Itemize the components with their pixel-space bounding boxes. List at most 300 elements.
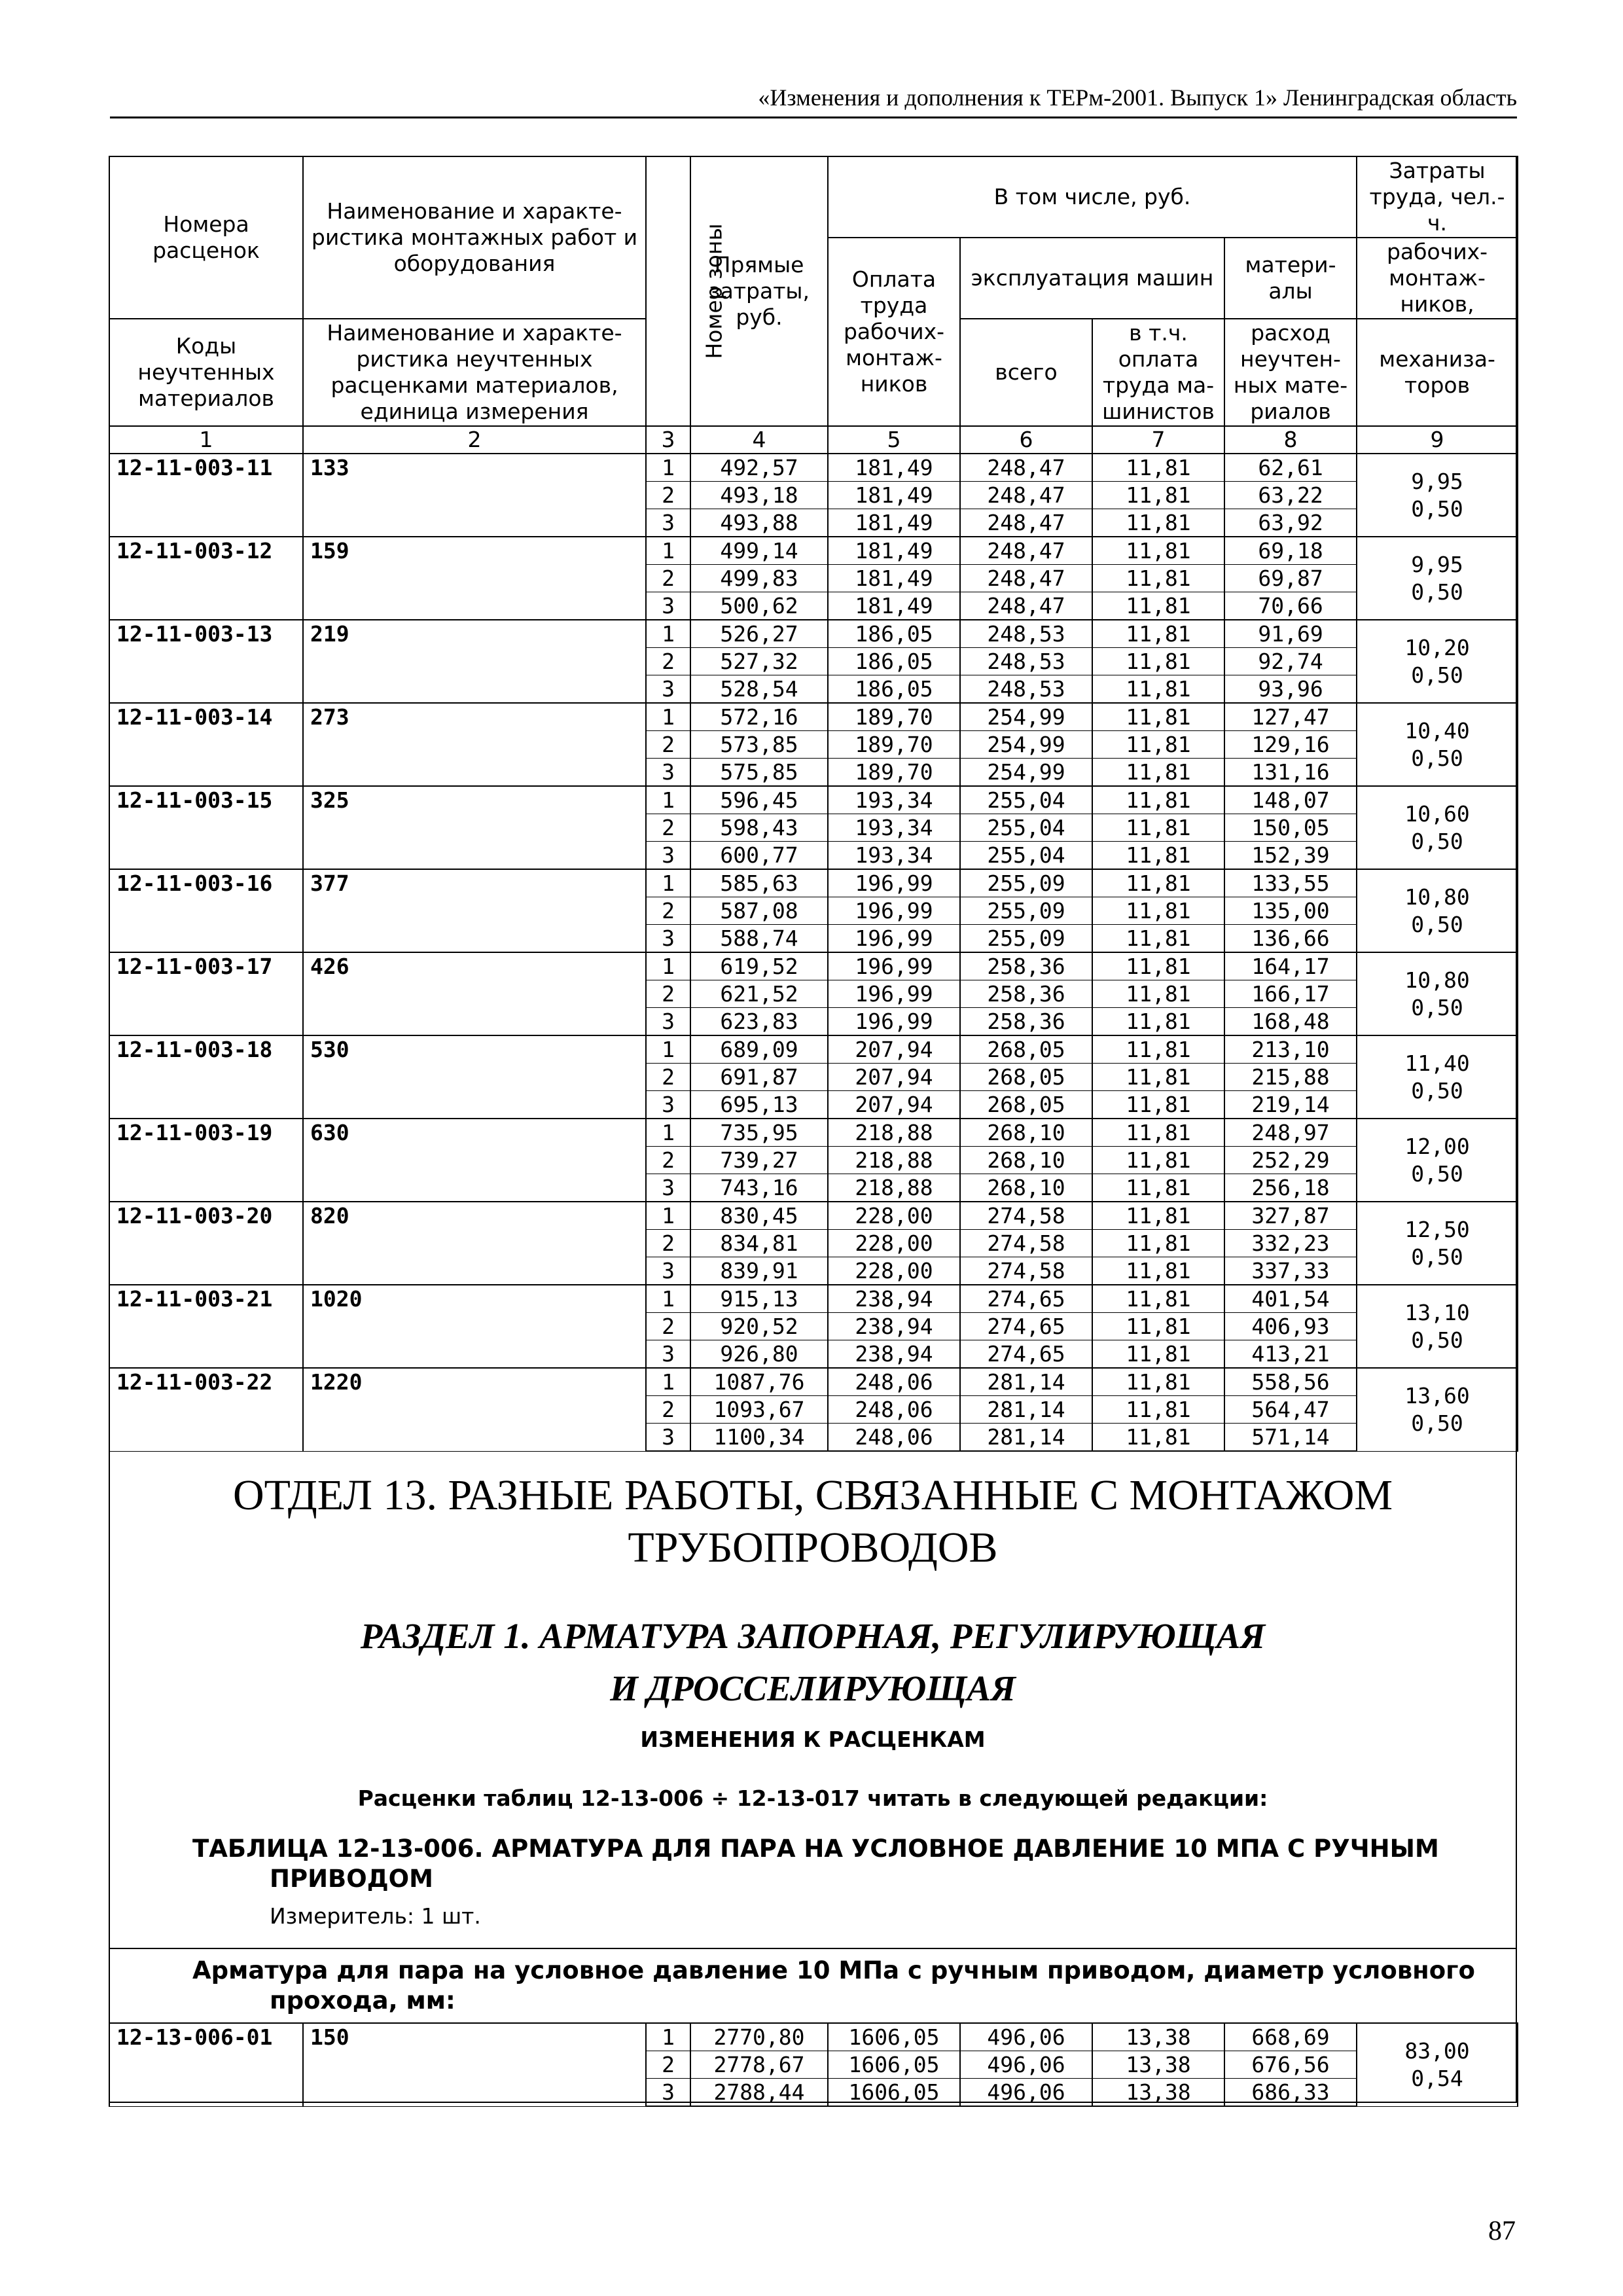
direct-cost-cell: 1100,34: [690, 1424, 828, 1452]
workers-labor: 9,95: [1411, 551, 1463, 577]
machines-cell: 281,14: [960, 1424, 1092, 1452]
column-number: 3: [646, 426, 690, 454]
machines-cell: 248,47: [960, 454, 1092, 482]
table-row: [109, 786, 1518, 814]
direct-cost-cell: 926,80: [690, 1340, 828, 1369]
machinist-wages-cell: 11,81: [1092, 759, 1224, 787]
wages-cell: 1606,05: [828, 2079, 960, 2107]
direct-cost-cell: 621,52: [690, 980, 828, 1008]
rate-code: 12-11-003-14: [109, 703, 303, 786]
rate-code: 12-11-003-12: [109, 537, 303, 620]
labor-cell: [1357, 1368, 1518, 1451]
labor-cell: [1357, 703, 1518, 786]
wages-cell: 218,88: [828, 1174, 960, 1202]
column-number: 4: [690, 426, 828, 454]
rate-code: 12-11-003-19: [109, 1119, 303, 1202]
machines-cell: 258,36: [960, 952, 1092, 980]
machines-cell: 248,47: [960, 565, 1092, 592]
rate-name: 325: [303, 786, 646, 869]
machinist-wages-cell: 11,81: [1092, 1035, 1224, 1064]
mechanics-labor: 0,50: [1411, 495, 1463, 522]
machines-cell: 255,04: [960, 786, 1092, 814]
machines-cell: 255,09: [960, 897, 1092, 925]
zone-cell: 1: [646, 454, 690, 482]
wages-cell: 196,99: [828, 925, 960, 953]
workers-labor: 10,20: [1404, 634, 1470, 660]
machines-cell: 248,47: [960, 592, 1092, 620]
zone-cell: 3: [646, 1091, 690, 1119]
materials-cell: 256,18: [1224, 1174, 1357, 1202]
direct-cost-cell: 527,32: [690, 648, 828, 675]
materials-cell: 168,48: [1224, 1008, 1357, 1036]
table-row: [109, 1368, 1518, 1396]
rate-code: 12-11-003-22: [109, 1368, 303, 1451]
direct-cost-cell: 2770,80: [690, 2023, 828, 2051]
machines-cell: 248,53: [960, 620, 1092, 648]
materials-cell: 92,74: [1224, 648, 1357, 675]
machines-cell: 274,65: [960, 1285, 1092, 1313]
zone-cell: 1: [646, 1035, 690, 1064]
zone-cell: 3: [646, 1174, 690, 1202]
zone-cell: 3: [646, 1257, 690, 1285]
table-row: [109, 703, 1518, 731]
machinist-wages-cell: 11,81: [1092, 1230, 1224, 1257]
materials-cell: 63,92: [1224, 509, 1357, 537]
block-divider: [109, 1948, 1517, 1949]
machinist-wages-cell: 11,81: [1092, 509, 1224, 537]
machinist-wages-cell: 11,81: [1092, 1285, 1224, 1313]
wages-cell: 248,06: [828, 1368, 960, 1396]
zone-cell: 2: [646, 1396, 690, 1424]
wages-cell: 181,49: [828, 454, 960, 482]
rate-name: 150: [303, 2023, 646, 2106]
wages-cell: 193,34: [828, 842, 960, 870]
machinist-wages-cell: 11,81: [1092, 675, 1224, 704]
table-row: [109, 952, 1518, 980]
direct-cost-cell: 585,63: [690, 869, 828, 897]
table-title: ТАБЛИЦА 12-13-006. АРМАТУРА ДЛЯ ПАРА НА УСЛОВНОЕ ДАВЛЕНИЕ 10 МПА С РУЧНЫМ ПРИВОДОМ: [192, 1835, 1439, 1893]
direct-cost-cell: 575,85: [690, 759, 828, 787]
zone-cell: 1: [646, 786, 690, 814]
machines-cell: 268,05: [960, 1091, 1092, 1119]
header-material-name: Наименование и характе-ристика неучтенных расценками материалов, единица измерения: [303, 319, 646, 426]
machinist-wages-cell: 11,81: [1092, 1174, 1224, 1202]
wages-cell: 181,49: [828, 592, 960, 620]
machines-cell: 268,10: [960, 1174, 1092, 1202]
zone-cell: 2: [646, 814, 690, 842]
rates-table-2: [109, 2022, 1518, 2107]
machinist-wages-cell: 11,81: [1092, 1119, 1224, 1147]
subsection-title: [109, 1610, 1517, 1715]
machinist-wages-cell: 11,81: [1092, 620, 1224, 648]
zone-cell: 3: [646, 592, 690, 620]
rate-code: 12-11-003-11: [109, 454, 303, 537]
direct-cost-cell: 1093,67: [690, 1396, 828, 1424]
rate-code: 12-11-003-16: [109, 869, 303, 952]
machines-cell: 281,14: [960, 1396, 1092, 1424]
labor-cell: [1357, 1285, 1518, 1368]
labor-cell: [1357, 869, 1518, 952]
wages-cell: 196,99: [828, 897, 960, 925]
mechanics-labor: 0,50: [1411, 1160, 1463, 1187]
wages-cell: 189,70: [828, 703, 960, 731]
zone-cell: 3: [646, 759, 690, 787]
materials-cell: 148,07: [1224, 786, 1357, 814]
mechanics-labor: 0,50: [1411, 828, 1463, 854]
zone-cell: 3: [646, 1008, 690, 1036]
zone-cell: 2: [646, 1313, 690, 1340]
wages-cell: 248,06: [828, 1424, 960, 1452]
machinist-wages-cell: 11,81: [1092, 1064, 1224, 1091]
machines-cell: 268,05: [960, 1064, 1092, 1091]
machinist-wages-cell: 11,81: [1092, 925, 1224, 953]
machines-cell: 248,47: [960, 537, 1092, 565]
wages-cell: 248,06: [828, 1396, 960, 1424]
unit-of-measure: Измеритель: 1 шт.: [270, 1903, 481, 1929]
rate-name: 426: [303, 952, 646, 1035]
zone-cell: 1: [646, 1119, 690, 1147]
materials-cell: 401,54: [1224, 1285, 1357, 1313]
materials-cell: 62,61: [1224, 454, 1357, 482]
rates-body: [109, 454, 1518, 1451]
materials-cell: 686,33: [1224, 2079, 1357, 2107]
machines-cell: 255,04: [960, 814, 1092, 842]
direct-cost-cell: 623,83: [690, 1008, 828, 1036]
changes-heading: ИЗМЕНЕНИЯ К РАСЦЕНКАМ: [640, 1727, 986, 1752]
rate-name: 1220: [303, 1368, 646, 1451]
direct-cost-cell: 587,08: [690, 897, 828, 925]
materials-cell: 152,39: [1224, 842, 1357, 870]
materials-cell: 248,97: [1224, 1119, 1357, 1147]
division-title-line: ОТДЕЛ 13. РАЗНЫЕ РАБОТЫ, СВЯЗАННЫЕ С МОНТАЖОМ: [232, 1471, 1393, 1519]
zone-cell: 1: [646, 537, 690, 565]
table-row: [109, 1035, 1518, 1064]
materials-cell: 131,16: [1224, 759, 1357, 787]
materials-cell: 127,47: [1224, 703, 1357, 731]
wages-cell: 207,94: [828, 1091, 960, 1119]
direct-cost-cell: 830,45: [690, 1202, 828, 1230]
machinist-wages-cell: 11,81: [1092, 897, 1224, 925]
column-number: 7: [1092, 426, 1224, 454]
rate-code: 12-13-006-01: [109, 2023, 303, 2106]
wages-cell: 228,00: [828, 1202, 960, 1230]
machinist-wages-cell: 11,81: [1092, 980, 1224, 1008]
rate-code: 12-11-003-21: [109, 1285, 303, 1368]
materials-cell: 129,16: [1224, 731, 1357, 759]
rates-body-2: [109, 2023, 1518, 2106]
page-number: 87: [1488, 2216, 1516, 2246]
machinist-wages-cell: 11,81: [1092, 1424, 1224, 1452]
direct-cost-cell: 493,88: [690, 509, 828, 537]
machines-cell: 258,36: [960, 1008, 1092, 1036]
materials-cell: 69,87: [1224, 565, 1357, 592]
materials-cell: 213,10: [1224, 1035, 1357, 1064]
table-row: [109, 537, 1518, 565]
direct-cost-cell: 500,62: [690, 592, 828, 620]
header-rate-numbers: Номера расценок: [109, 156, 303, 319]
machines-cell: 248,47: [960, 509, 1092, 537]
header-mechanics: механиза-торов: [1357, 319, 1518, 426]
workers-labor: 12,00: [1404, 1133, 1470, 1159]
direct-cost-cell: 839,91: [690, 1257, 828, 1285]
machinist-wages-cell: 11,81: [1092, 1313, 1224, 1340]
materials-cell: 406,93: [1224, 1313, 1357, 1340]
workers-labor: 10,80: [1404, 967, 1470, 993]
column-number: 2: [303, 426, 646, 454]
wages-cell: 193,34: [828, 814, 960, 842]
machines-cell: 268,10: [960, 1147, 1092, 1174]
materials-cell: 166,17: [1224, 980, 1357, 1008]
materials-cell: 413,21: [1224, 1340, 1357, 1369]
wages-cell: 228,00: [828, 1257, 960, 1285]
materials-cell: 327,87: [1224, 1202, 1357, 1230]
workers-labor: 10,60: [1404, 800, 1470, 827]
direct-cost-cell: 915,13: [690, 1285, 828, 1313]
zone-cell: 2: [646, 565, 690, 592]
machines-cell: 274,65: [960, 1340, 1092, 1369]
column-number: 6: [960, 426, 1092, 454]
machinist-wages-cell: 11,81: [1092, 1091, 1224, 1119]
zone-cell: 3: [646, 1340, 690, 1369]
materials-cell: 668,69: [1224, 2023, 1357, 2051]
zone-cell: 2: [646, 1064, 690, 1091]
wages-cell: 238,94: [828, 1340, 960, 1369]
materials-cell: 558,56: [1224, 1368, 1357, 1396]
wages-cell: 218,88: [828, 1119, 960, 1147]
machines-cell: 496,06: [960, 2023, 1092, 2051]
machines-cell: 248,47: [960, 482, 1092, 509]
machinist-wages-cell: 11,81: [1092, 814, 1224, 842]
header-material-codes: Коды неучтенных материалов: [109, 319, 303, 426]
wages-cell: 196,99: [828, 1008, 960, 1036]
rate-name: 630: [303, 1119, 646, 1202]
zone-cell: 1: [646, 1285, 690, 1313]
machinist-wages-cell: 11,81: [1092, 648, 1224, 675]
zone-cell: 1: [646, 952, 690, 980]
wages-cell: 196,99: [828, 952, 960, 980]
machinist-wages-cell: 11,81: [1092, 731, 1224, 759]
wages-cell: 207,94: [828, 1064, 960, 1091]
machinist-wages-cell: 11,81: [1092, 786, 1224, 814]
mechanics-labor: 0,50: [1411, 1327, 1463, 1353]
rate-code: 12-11-003-17: [109, 952, 303, 1035]
zone-cell: 2: [646, 482, 690, 509]
running-header: «Изменения и дополнения к ТЕРм-2001. Выпуск 1» Ленинградская область: [758, 84, 1517, 111]
header-labor-costs: Затраты труда, чел.-ч.: [1357, 156, 1518, 238]
zone-cell: 1: [646, 1368, 690, 1396]
materials-cell: 337,33: [1224, 1257, 1357, 1285]
zone-cell: 3: [646, 509, 690, 537]
materials-cell: 252,29: [1224, 1147, 1357, 1174]
direct-cost-cell: 739,27: [690, 1147, 828, 1174]
wages-cell: 228,00: [828, 1230, 960, 1257]
direct-cost-cell: 619,52: [690, 952, 828, 980]
direct-cost-cell: 743,16: [690, 1174, 828, 1202]
zone-cell: 2: [646, 897, 690, 925]
direct-cost-cell: 600,77: [690, 842, 828, 870]
materials-cell: 150,05: [1224, 814, 1357, 842]
labor-cell: [1357, 620, 1518, 703]
labor-cell: [1357, 454, 1518, 537]
wages-cell: 181,49: [828, 537, 960, 565]
materials-cell: 564,47: [1224, 1396, 1357, 1424]
header-material-consumption: расход неучтен-ных мате-риалов: [1224, 319, 1357, 426]
workers-labor: 11,40: [1404, 1050, 1470, 1076]
zone-cell: 3: [646, 842, 690, 870]
materials-cell: 215,88: [1224, 1064, 1357, 1091]
header-machinist-wages: в т.ч. оплата труда ма-шинистов: [1092, 319, 1224, 426]
wages-cell: 189,70: [828, 759, 960, 787]
machinist-wages-cell: 11,81: [1092, 565, 1224, 592]
wages-cell: 238,94: [828, 1285, 960, 1313]
labor-cell: [1357, 786, 1518, 869]
header-work-name: Наименование и характе-ристика монтажных работ и оборудования: [303, 156, 646, 319]
direct-cost-cell: 499,83: [690, 565, 828, 592]
machinist-wages-cell: 11,81: [1092, 1202, 1224, 1230]
zone-cell: 3: [646, 675, 690, 704]
division-title: [109, 1469, 1517, 1574]
machines-cell: 254,99: [960, 703, 1092, 731]
workers-labor: 10,40: [1404, 717, 1470, 744]
rate-code: 12-11-003-13: [109, 620, 303, 703]
read-note: Расценки таблиц 12-13-006 ÷ 12-13-017 читать в следующей редакции:: [357, 1785, 1268, 1811]
zone-cell: 1: [646, 703, 690, 731]
direct-cost-cell: 735,95: [690, 1119, 828, 1147]
subsection-title-line: РАЗДЕЛ 1. АРМАТУРА ЗАПОРНАЯ, РЕГУЛИРУЮЩАЯ: [360, 1616, 1266, 1656]
wages-cell: 186,05: [828, 675, 960, 704]
direct-cost-cell: 691,87: [690, 1064, 828, 1091]
table-row: [109, 869, 1518, 897]
materials-cell: 676,56: [1224, 2051, 1357, 2079]
machinist-wages-cell: 11,81: [1092, 869, 1224, 897]
rates-table: [109, 156, 1518, 1452]
rate-code: 12-11-003-20: [109, 1202, 303, 1285]
workers-labor: 12,50: [1404, 1216, 1470, 1242]
wages-cell: 181,49: [828, 509, 960, 537]
materials-cell: 332,23: [1224, 1230, 1357, 1257]
zone-cell: 3: [646, 2079, 690, 2107]
header-zone-label: Номер зоны: [701, 223, 727, 359]
machinist-wages-cell: 11,81: [1092, 592, 1224, 620]
rate-name: 820: [303, 1202, 646, 1285]
materials-cell: 93,96: [1224, 675, 1357, 704]
machinist-wages-cell: 11,81: [1092, 1396, 1224, 1424]
header-wages: Оплата труда рабочих-монтаж-ников: [828, 238, 960, 426]
machines-cell: 496,06: [960, 2051, 1092, 2079]
header-materials: матери-алы: [1224, 238, 1357, 319]
machinist-wages-cell: 11,81: [1092, 1147, 1224, 1174]
mechanics-labor: 0,50: [1411, 1410, 1463, 1436]
workers-labor: 13,60: [1404, 1382, 1470, 1408]
header-rule: [110, 117, 1517, 118]
group-heading: Арматура для пара на условное давление 10 МПа с ручным приводом, диаметр условного прохода, мм:: [192, 1956, 1475, 2015]
zone-cell: 3: [646, 925, 690, 953]
direct-cost-cell: 528,54: [690, 675, 828, 704]
wages-cell: 207,94: [828, 1035, 960, 1064]
header-direct-costs: Прямые затраты, руб.: [690, 156, 828, 426]
direct-cost-cell: 2778,67: [690, 2051, 828, 2079]
mechanics-labor: 0,50: [1411, 994, 1463, 1020]
machines-cell: 268,05: [960, 1035, 1092, 1064]
header-machines-total: всего: [960, 319, 1092, 426]
materials-cell: 164,17: [1224, 952, 1357, 980]
machinist-wages-cell: 11,81: [1092, 454, 1224, 482]
wages-cell: 196,99: [828, 980, 960, 1008]
rate-name: 530: [303, 1035, 646, 1119]
direct-cost-cell: 493,18: [690, 482, 828, 509]
labor-cell: [1357, 1202, 1518, 1285]
workers-labor: 10,80: [1404, 884, 1470, 910]
direct-cost-cell: 572,16: [690, 703, 828, 731]
wages-cell: 196,99: [828, 869, 960, 897]
machines-cell: 496,06: [960, 2079, 1092, 2107]
wages-cell: 186,05: [828, 620, 960, 648]
machines-cell: 274,58: [960, 1202, 1092, 1230]
rate-name: 377: [303, 869, 646, 952]
machines-cell: 254,99: [960, 759, 1092, 787]
table-row: [109, 1119, 1518, 1147]
labor-cell: [1357, 952, 1518, 1035]
machines-cell: 255,09: [960, 869, 1092, 897]
direct-cost-cell: 920,52: [690, 1313, 828, 1340]
rate-name: 273: [303, 703, 646, 786]
wages-cell: 186,05: [828, 648, 960, 675]
machinist-wages-cell: 13,38: [1092, 2079, 1224, 2107]
rate-name: 159: [303, 537, 646, 620]
materials-cell: 133,55: [1224, 869, 1357, 897]
table-row: [109, 1202, 1518, 1230]
machinist-wages-cell: 11,81: [1092, 842, 1224, 870]
direct-cost-cell: 588,74: [690, 925, 828, 953]
machines-cell: 248,53: [960, 648, 1092, 675]
header-workers: рабочих-монтаж-ников,: [1357, 238, 1518, 319]
machinist-wages-cell: 13,38: [1092, 2051, 1224, 2079]
wages-cell: 218,88: [828, 1147, 960, 1174]
table-row: [109, 2023, 1518, 2051]
rate-code: 12-11-003-15: [109, 786, 303, 869]
workers-labor: 13,10: [1404, 1299, 1470, 1325]
zone-cell: 1: [646, 2023, 690, 2051]
direct-cost-cell: 492,57: [690, 454, 828, 482]
zone-cell: 1: [646, 620, 690, 648]
subsection-title-line: И ДРОССЕЛИРУЮЩАЯ: [610, 1668, 1016, 1708]
machinist-wages-cell: 11,81: [1092, 1008, 1224, 1036]
machines-cell: 254,99: [960, 731, 1092, 759]
direct-cost-cell: 526,27: [690, 620, 828, 648]
zone-cell: 2: [646, 1230, 690, 1257]
labor-cell: [1357, 2023, 1518, 2106]
rate-name: 1020: [303, 1285, 646, 1368]
machines-cell: 255,09: [960, 925, 1092, 953]
wages-cell: 181,49: [828, 482, 960, 509]
mechanics-labor: 0,50: [1411, 745, 1463, 771]
rate-name: 133: [303, 454, 646, 537]
machines-cell: 258,36: [960, 980, 1092, 1008]
wages-cell: 193,34: [828, 786, 960, 814]
mechanics-labor: 0,54: [1411, 2065, 1463, 2091]
header-zone: [646, 156, 727, 426]
wages-cell: 181,49: [828, 565, 960, 592]
machinist-wages-cell: 11,81: [1092, 1368, 1224, 1396]
mechanics-labor: 0,50: [1411, 1077, 1463, 1103]
machines-cell: 274,58: [960, 1257, 1092, 1285]
machinist-wages-cell: 11,81: [1092, 952, 1224, 980]
table-row: [109, 620, 1518, 648]
header-including: В том числе, руб.: [828, 156, 1357, 238]
mechanics-labor: 0,50: [1411, 662, 1463, 688]
machinist-wages-cell: 13,38: [1092, 2023, 1224, 2051]
machines-cell: 268,10: [960, 1119, 1092, 1147]
